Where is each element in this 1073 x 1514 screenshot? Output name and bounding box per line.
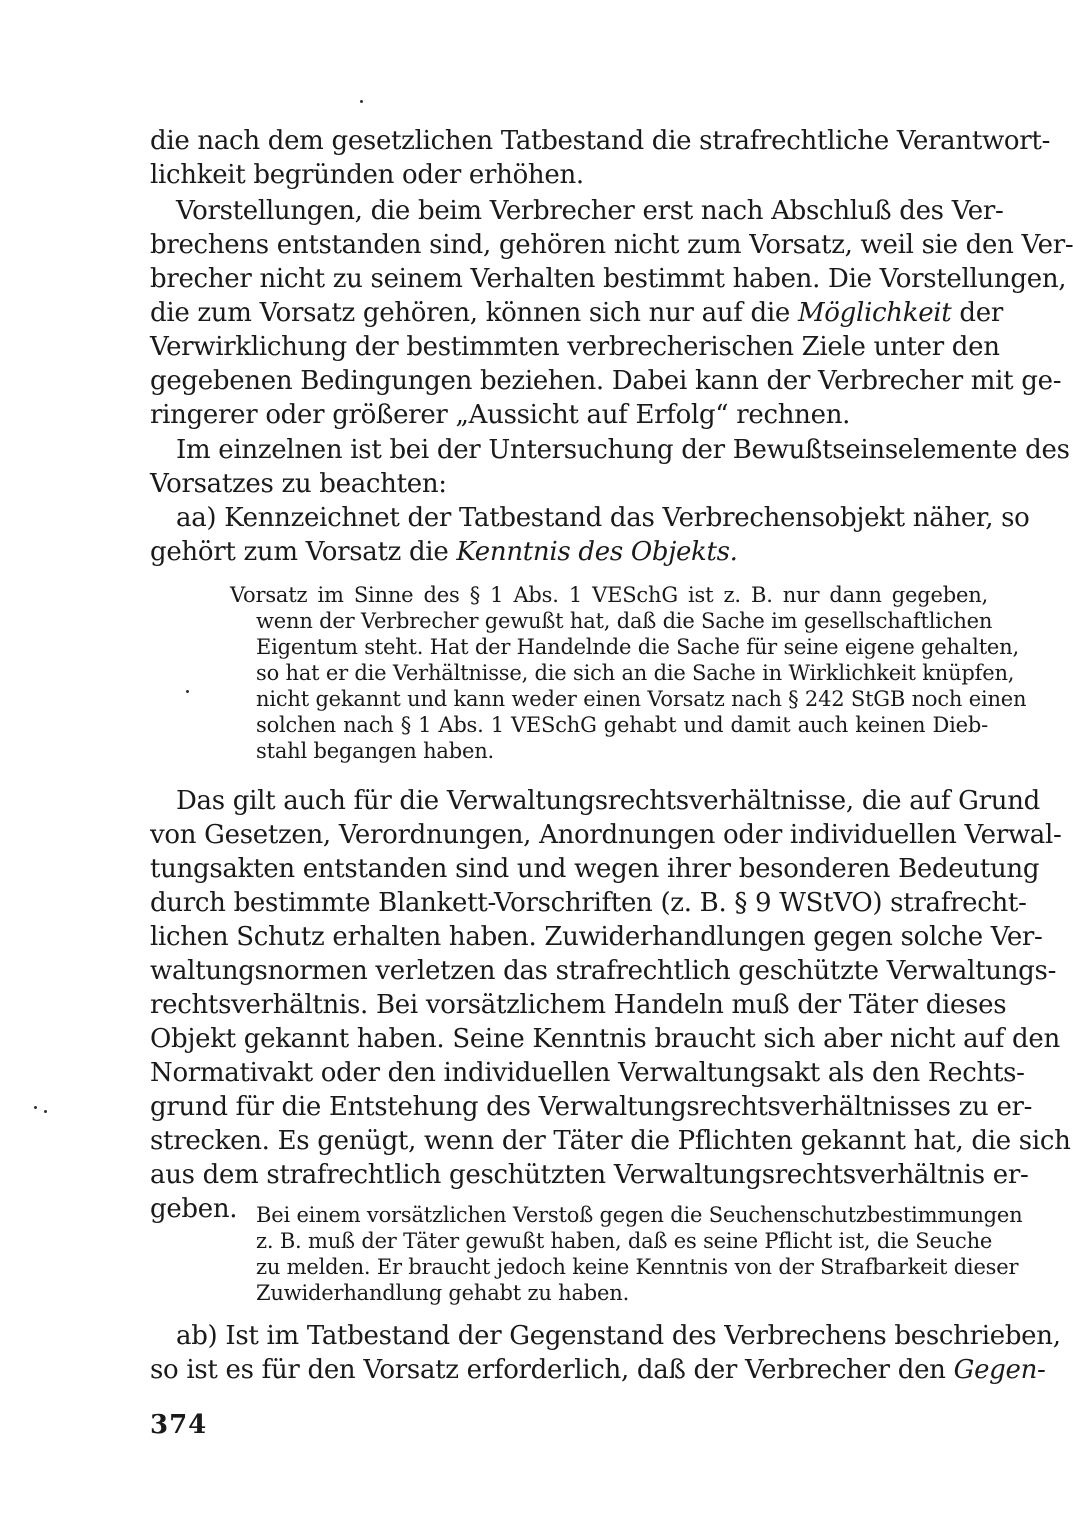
text-line: Normativakt oder den individuellen Verwaltungsakt als den Rechts-	[150, 1058, 1025, 1088]
text-line: Im einzelnen ist bei der Untersuchung der Bewußtseinselemente des	[176, 435, 1070, 465]
text-span: so ist es für den Vorsatz erforderlich, daß der Verbrecher den	[150, 1355, 954, 1385]
text-line: lichkeit begründen oder erhöhen.	[150, 160, 584, 190]
scan-speck	[186, 690, 189, 693]
text-line: waltungsnormen verletzen das strafrechtlich geschützte Verwaltungs-	[150, 956, 1057, 986]
text-line: Objekt gekannt haben. Seine Kenntnis braucht sich aber nicht auf den	[150, 1024, 1060, 1054]
text-line: Das gilt auch für die Verwaltungsrechtsverhältnisse, die auf Grund	[176, 786, 1040, 816]
emphasis-text: Möglichkeit	[797, 298, 952, 328]
text-span: gehört zum Vorsatz die	[150, 537, 457, 567]
emphasis-text: Kenntnis des Objekts.	[456, 537, 738, 567]
text-line: ab) Ist im Tatbestand der Gegenstand des Verbrechens beschrieben,	[176, 1321, 1061, 1351]
text-line: brechens entstanden sind, gehören nicht zum Vorsatz, weil sie den Ver-	[150, 230, 1073, 260]
scan-speck	[360, 100, 363, 103]
text-fragment: geben.	[150, 1194, 238, 1224]
text-span: der	[951, 298, 1003, 328]
text-line: von Gesetzen, Verordnungen, Anordnungen oder individuellen Verwal-	[150, 820, 1062, 850]
text-line: strecken. Es genügt, wenn der Täter die Pflichten gekannt hat, die sich	[150, 1126, 1071, 1156]
note-line: wenn der Verbrecher gewußt hat, daß die Sache im gesellschaftlichen	[256, 609, 993, 633]
text-line: durch bestimmte Blankett-Vorschriften (z. B. § 9 WStVO) strafrecht-	[150, 888, 1027, 918]
text-line: gegebenen Bedingungen beziehen. Dabei kann der Verbrecher mit ge-	[150, 366, 1062, 396]
note-line: zu melden. Er braucht jedoch keine Kenntnis von der Strafbarkeit dieser	[256, 1255, 1019, 1279]
note-line: z. B. muß der Täter gewußt haben, daß es seine Pflicht ist, die Seuche	[256, 1229, 993, 1253]
scan-speck	[34, 1106, 37, 1109]
text-line: aus dem strafrechtlich geschützten Verwaltungsrechtsverhältnis er-	[150, 1160, 1029, 1190]
note-line: solchen nach § 1 Abs. 1 VESchG gehabt und damit auch keinen Dieb-	[256, 713, 988, 737]
text-line: Vorsatzes zu beachten:	[150, 469, 447, 499]
emphasis-text: Gegen-	[953, 1355, 1046, 1385]
text-line: die nach dem gesetzlichen Tatbestand die strafrechtliche Verantwort-	[150, 126, 1051, 156]
text-line	[150, 296, 1003, 330]
text-line: Verwirklichung der bestimmten verbrecherischen Ziele unter den	[150, 332, 1000, 362]
text-line: tungsakten entstanden sind und wegen ihrer besonderen Bedeutung	[150, 854, 1040, 884]
text-line: grund für die Entstehung des Verwaltungsrechtsverhältnisses zu er-	[150, 1092, 1033, 1122]
text-line: lichen Schutz erhalten haben. Zuwiderhandlungen gegen solche Ver-	[150, 922, 1043, 952]
note-line: so hat er die Verhältnisse, die sich an die Sache in Wirklichkeit knüpfen,	[256, 661, 1015, 685]
text-line: brecher nicht zu seinem Verhalten bestimmt haben. Die Vorstellungen,	[150, 264, 1067, 294]
note-line: nicht gekannt und kann weder einen Vorsatz nach § 242 StGB noch einen	[256, 687, 1027, 711]
text-line: aa) Kennzeichnet der Tatbestand das Verbrechensobjekt näher, so	[176, 503, 1030, 533]
text-line: Vorstellungen, die beim Verbrecher erst nach Abschluß des Ver-	[176, 196, 1004, 226]
scan-speck	[44, 1110, 47, 1113]
text-line: ringerer oder größerer „Aussicht auf Erfolg“ rechnen.	[150, 400, 851, 430]
text-line	[150, 535, 988, 569]
note-line: stahl begangen haben.	[256, 739, 494, 763]
text-line: rechtsverhältnis. Bei vorsätzlichem Handeln muß der Täter dieses	[150, 990, 1007, 1020]
note-line: Eigentum steht. Hat der Handelnde die Sache für seine eigene gehalten,	[256, 635, 1019, 659]
note-line: Zuwiderhandlung gehabt zu haben.	[256, 1281, 630, 1305]
text-span: die zum Vorsatz gehören, können sich nur auf die	[150, 298, 798, 328]
page-number: 374	[150, 1410, 208, 1440]
note-line: Vorsatz im Sinne des § 1 Abs. 1 VESchG ist z. B. nur dann gegeben,	[230, 583, 988, 607]
text-line	[150, 1353, 1046, 1387]
note-line: Bei einem vorsätzlichen Verstoß gegen die Seuchenschutzbestimmungen	[256, 1203, 1023, 1227]
